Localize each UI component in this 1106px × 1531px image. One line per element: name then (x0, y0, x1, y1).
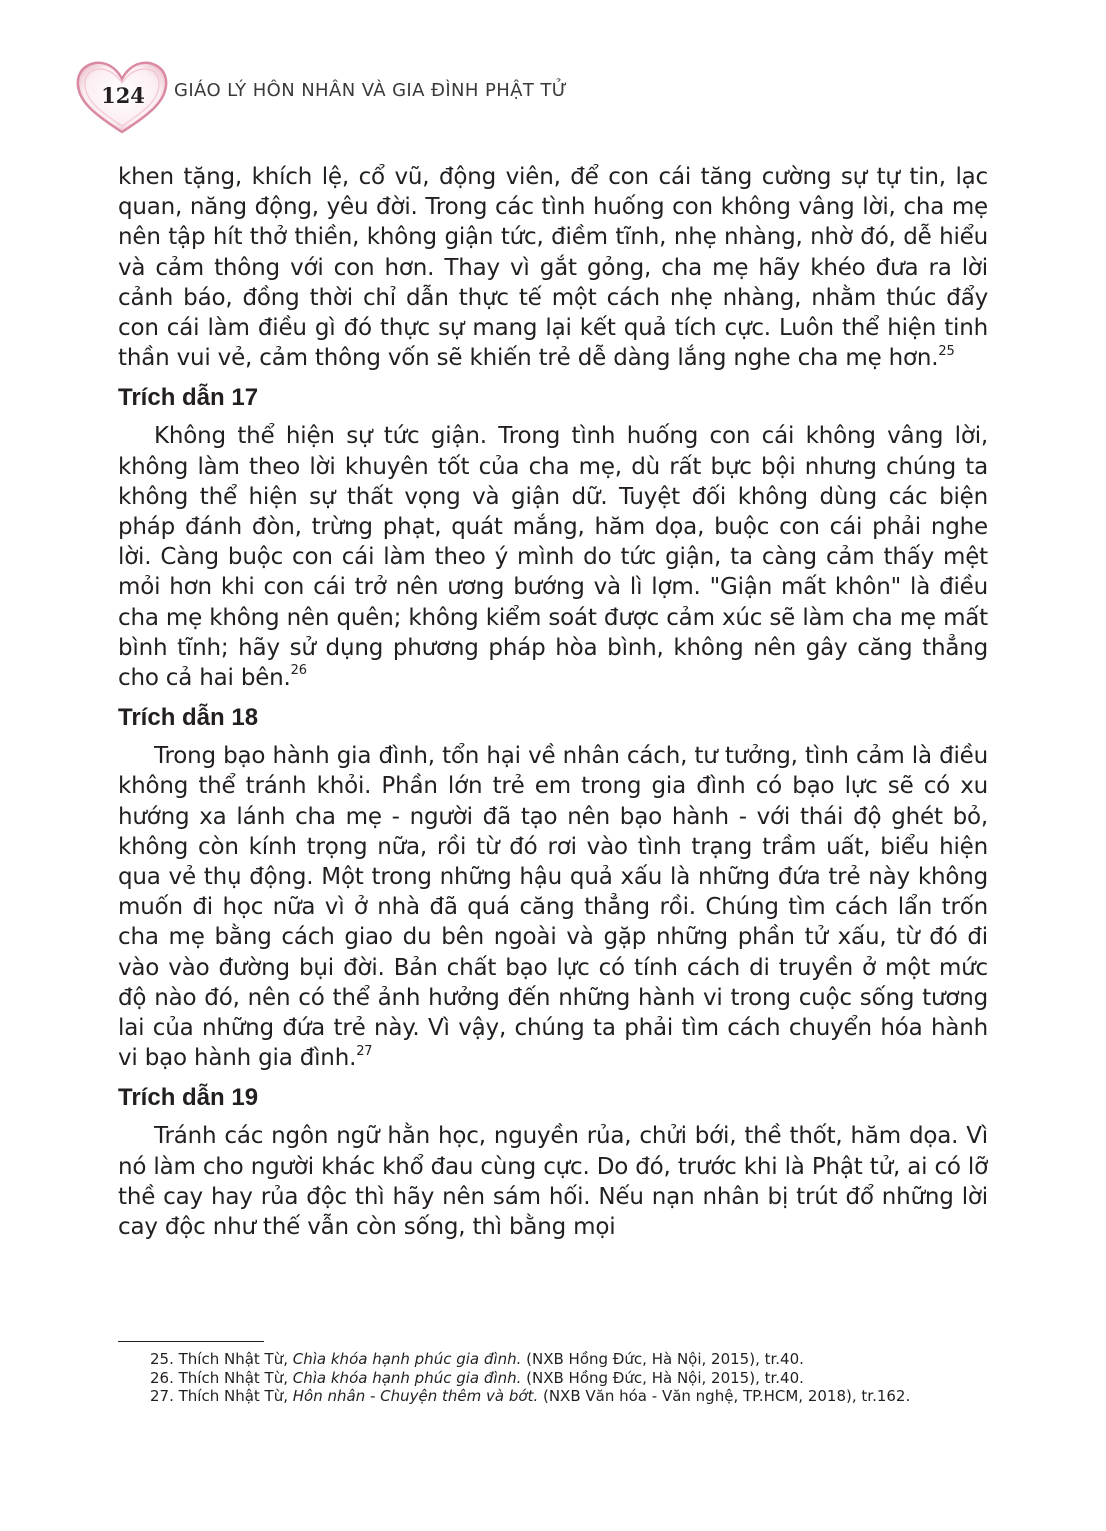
footnote-author: 27. Thích Nhật Từ, (150, 1387, 293, 1405)
footnote-author: 26. Thích Nhật Từ, (150, 1368, 293, 1387)
paragraph-text: Trong bạo hành gia đình, tổn hại về nhân cách, tư tưởng, tình cảm là điều không thể tránh khỏi. Phần lớn trẻ em trong gia đình có bạo lực sẽ có xu hướng xa lánh cha mẹ - người đã tạo nên bạo hành - với thái độ ghét bỏ, không còn kính trọng nữa, rồi từ đó rơi vào tình trạng trầm uất, biểu hiện qua vẻ thụ động. Một trong những hậu quả xấu là những đứa trẻ này không muốn đi học nữa vì ở nhà đã quá căng thẳng rồi. Chúng tìm cách lẩn trốn cha mẹ bằng cách giao du bên ngoài và gặp những phần tử xấu, từ đó đi vào vào đường bụi đời. Bản chất bạo lực có tính cách di truyền ở một mức độ nào đó, nên có thể ảnh hưởng đến những hành vi trong cuộc sống tương lai của những đứa trẻ này. Vì vậy, chúng ta phải tìm cách chuyển hóa hành vi bạo hành gia đình. (118, 743, 988, 1072)
footnote-divider (118, 1341, 264, 1342)
quote-heading-19: Trích dẫn 19 (118, 1084, 259, 1112)
footnote-publisher: (NXB Hồng Đức, Hà Nội, 2015), tr.40. (521, 1350, 804, 1368)
footnotes (118, 1350, 988, 1406)
running-title: GIÁO LÝ HÔN NHÂN VÀ GIA ĐÌNH PHẬT TỬ (174, 80, 568, 101)
footnote-title: Chìa khóa hạnh phúc gia đình. (292, 1368, 522, 1387)
quote-17-text (118, 421, 988, 693)
footnote-26 (118, 1369, 988, 1388)
footnote-27 (118, 1387, 988, 1406)
page-header (72, 58, 972, 138)
footnote-ref: 27 (356, 1043, 373, 1059)
footnote-publisher: (NXB Văn hóa - Văn nghệ, TP.HCM, 2018), tr.162. (538, 1387, 911, 1405)
footnote-ref: 26 (290, 663, 307, 679)
footnote-25 (118, 1350, 988, 1369)
main-text (118, 162, 988, 1242)
footnote-author: 25. Thích Nhật Từ, (150, 1350, 293, 1368)
quote-18-text (118, 741, 988, 1073)
quote-heading-17: Trích dẫn 17 (118, 384, 259, 412)
footnote-title: Chìa khóa hạnh phúc gia đình. (292, 1350, 522, 1368)
footnote-publisher: (NXB Hồng Đức, Hà Nội, 2015), tr.40. (521, 1368, 804, 1387)
footnote-ref: 25 (938, 343, 955, 359)
quote-19-text (118, 1121, 988, 1242)
paragraph-text: Tránh các ngôn ngữ hằn học, nguyền rủa, chửi bới, thề thốt, hăm dọa. Vì nó làm cho người khác khổ đau cùng cực. Do đó, trước khi là Phật tử, ai có lỡ thề cay hay rủa độc thì hãy nên sám hối. Nếu nạn nhân bị trút đổ những lời cay độc như thế vẫn còn sống, thì bằng mọi (118, 1123, 988, 1241)
quote-heading-18: Trích dẫn 18 (118, 704, 259, 732)
paragraph-continued (118, 162, 988, 373)
footnote-title: Hôn nhân - Chuyện thêm và bớt. (292, 1387, 539, 1405)
paragraph-text: Không thể hiện sự tức giận. Trong tình huống con cái không vâng lời, không làm theo lời khuyên tốt của cha mẹ, dù rất bực bội nhưng chúng ta không thể hiện sự thất vọng và giận dữ. Tuyệt đối không dùng các biện pháp đánh đòn, trừng phạt, quát mắng, hăm dọa, buộc con cái phải nghe lời. Càng buộc con cái làm theo ý mình do tức giận, ta càng cảm thấy mệt mỏi hơn khi con cái trở nên ương bướng và lì lợm. "Giận mất khôn" là điều cha mẹ không nên quên; không kiểm soát được cảm xúc sẽ làm cha mẹ mất bình tĩnh; hãy sử dụng phương pháp hòa bình, không nên gây căng thẳng cho cả hai bên. (118, 423, 988, 692)
paragraph-text: khen tặng, khích lệ, cổ vũ, động viên, để con cái tăng cường sự tự tin, lạc quan, năng động, yêu đời. Trong các tình huống con không vâng lời, cha mẹ nên tập hít thở thiền, không giận tức, điềm tĩnh, nhẹ nhàng, nhờ đó, dễ hiểu và cảm thông với con hơn. Thay vì gắt gỏng, cha mẹ hãy khéo đưa ra lời cảnh báo, đồng thời chỉ dẫn thực tế một cách nhẹ nhàng, nhằm thúc đẩy con cái làm điều gì đó thực sự mang lại kết quả tích cực. Luôn thể hiện tinh thần vui vẻ, cảm thông vốn sẽ khiến trẻ dễ dàng lắng nghe cha mẹ hơn. (118, 164, 988, 372)
page-number: 124 (101, 83, 145, 108)
